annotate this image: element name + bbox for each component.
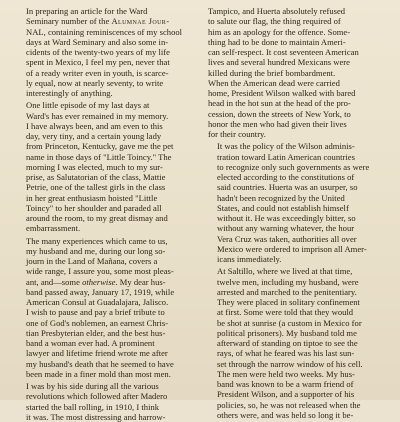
text-line: In preparing an article for the Ward — [26, 6, 148, 16]
text-line: rays, of what he feared was his last sun- — [217, 348, 355, 359]
text-line: Vera Cruz was taken, authorities all over — [217, 233, 357, 244]
text-line: Petrie, one of the tallest girls in the class — [26, 182, 166, 193]
text-line: arrested and marched to the penitentiary. — [217, 286, 357, 297]
text-line: hadn't been recognized by the United — [217, 192, 345, 203]
text-line: afterward of standing on tiptoe to see the — [217, 338, 358, 348]
paragraph-intro — [17, 6, 197, 98]
paragraph-husband-tribute — [17, 236, 197, 380]
text-line: at first. Some were told that they would — [217, 307, 354, 318]
text-line: icans immediately. — [217, 254, 282, 264]
text-line: be shot at sunrise (a custom in Mexico for — [217, 317, 362, 328]
text-line: him as an apology for the offence. Some- — [208, 26, 351, 37]
text-line: I have always been, and am even to this — [26, 120, 163, 131]
text-line: band passed away, January 17, 1919, while — [26, 286, 175, 297]
text-line: lives and several hundred Mexicans were — [208, 57, 350, 68]
journal-name: Alumnae Jour- — [111, 16, 170, 27]
text-line: head in the hot sun at the head of the pro- — [208, 98, 351, 109]
text-line: interestingly of anything. — [26, 88, 113, 98]
text-line: tration toward Latin American countries — [217, 151, 355, 162]
text-line: revolutions which followed after Madero — [26, 391, 168, 402]
text-line: tian Presbyterian elder, and the best hus- — [26, 327, 166, 338]
paragraph-saltillo — [208, 266, 388, 420]
text-line: said countries. Huerta was an usurper, so — [217, 182, 358, 193]
text-line: killed during the brief bombardment. — [208, 67, 336, 78]
text-line: Seminary number of the Alumnae Jour- — [26, 16, 170, 27]
text-line: journ in the Land of Mañana, covers a — [26, 256, 158, 266]
emphasis-otherwise: otherwise — [82, 276, 116, 287]
text-line: American Consul at Guadalajara, Jalisco. — [26, 297, 169, 307]
text-line: I was by his side during all the various — [26, 381, 159, 391]
text-line: Ward's has ever remained in my memory. — [26, 110, 169, 121]
text-line: It was the policy of the Wilson adminis- — [217, 141, 355, 152]
text-line: started the ball rolling, in 1910, I think — [26, 401, 160, 412]
text-line: The men were held two weeks. My hus- — [217, 368, 355, 379]
text-line: it was. The most distressing and harrow- — [26, 411, 166, 422]
text-line: wide range, I assure you, some most pleas- — [26, 266, 174, 277]
text-line: ant, and—some otherwise. My dear hus- — [26, 276, 166, 287]
text-line: cession, down the streets of New York, to — [208, 108, 351, 119]
paragraph-little-toincy — [17, 100, 197, 233]
text-line: morning I was elected, much to my sur- — [26, 161, 163, 172]
text-line: band a woman ever had. A prominent — [26, 338, 155, 348]
text-line: my husband's death that he seemed to have — [26, 358, 174, 369]
text-line: to recognize only such governments as were — [217, 161, 370, 172]
text-line: NAL, containing reminiscences of my school — [26, 26, 183, 37]
text-line: in her great enthusiasm hoisted "Little — [26, 192, 158, 203]
text-line: policies, so, he was not released when the — [217, 399, 361, 410]
text-line: one of God's noblemen, an earnest Chris- — [26, 317, 169, 328]
text-line: around the room, to my great dismay and — [26, 213, 168, 223]
text-line: Toincy" to her shoulder and paraded all — [26, 202, 162, 213]
text-line: of a ready writer even in youth, is scarce- — [26, 67, 169, 78]
text-line: They were placed in solitary confinement — [217, 297, 360, 307]
text-line: spent in Mexico, I feel my pen, never that — [26, 57, 170, 68]
paragraph-tampico — [208, 6, 388, 139]
text-line: thing had to be done to maintain Ameri- — [208, 36, 346, 47]
text-line: twelve men, including my husband, were — [217, 276, 359, 287]
paragraph-wilson-policy — [208, 141, 388, 264]
text-line: Tampico, and Huerta absolutely refused — [208, 6, 346, 16]
text-line: to salute our flag, the thing required of — [208, 16, 341, 27]
text-line: political prisoners). My husband told me — [217, 327, 357, 338]
text-line: been made in a finer mold than most men. — [26, 368, 171, 379]
text-line: for their country. — [208, 129, 266, 139]
left-column — [17, 6, 197, 422]
text-line: home, President Wilson walked with bared — [208, 88, 356, 98]
text-line: lawyer and lifetime friend wrote me after — [26, 348, 168, 359]
text-line: without it. He was exceedingly bitter, so — [217, 213, 356, 223]
text-line: embarrassment. — [26, 223, 81, 234]
text-line: cidents of the twenty-two years of my life — [26, 47, 170, 57]
text-line: The many experiences which came to us, — [26, 235, 168, 246]
right-column — [208, 6, 388, 420]
text-line: President Wilson, and a supporter of his — [217, 389, 355, 400]
text-line: set through the narrow window of his cell. — [217, 358, 363, 369]
text-line: days at Ward Seminary and also some in- — [26, 36, 169, 47]
text-line: ly equal, now at nearly seventy, to write — [26, 77, 164, 88]
text-line: others were, and was held so long it be- — [217, 409, 354, 420]
text-line: prise, as Salutatorian of the class, Mattie — [26, 172, 166, 182]
text-line: When the American dead were carried — [208, 77, 340, 88]
text-line: name in those days of "Little Toincy." The — [26, 151, 172, 162]
text-line: States, and could not establish himself — [217, 202, 349, 213]
text-line: elected according to the constitutions of — [217, 172, 355, 182]
article-columns — [17, 6, 388, 422]
text-line: can self-respect. It cost seventeen American — [208, 47, 359, 57]
text-line: At Saltillo, where we lived at that time, — [217, 266, 353, 277]
paragraph-revolutions — [17, 381, 197, 422]
text-line: Mexico were ordered to imprison all Amer- — [217, 243, 367, 254]
text-line: I wish to pause and pay a brief tribute to — [26, 307, 165, 318]
text-line: honor the men who had given their lives — [208, 118, 347, 129]
text-line: band was known to be a warm friend of — [217, 379, 354, 389]
text-line: day, very tiny, and a certain young lady — [26, 131, 162, 141]
text-line: my husband and me, during our long so- — [26, 245, 166, 256]
text-line: One little episode of my last days at — [26, 100, 150, 111]
text-line: without any warning whatever, the hour — [217, 223, 355, 234]
text-line: from Princeton, Kentucky, gave me the pet — [26, 141, 174, 152]
